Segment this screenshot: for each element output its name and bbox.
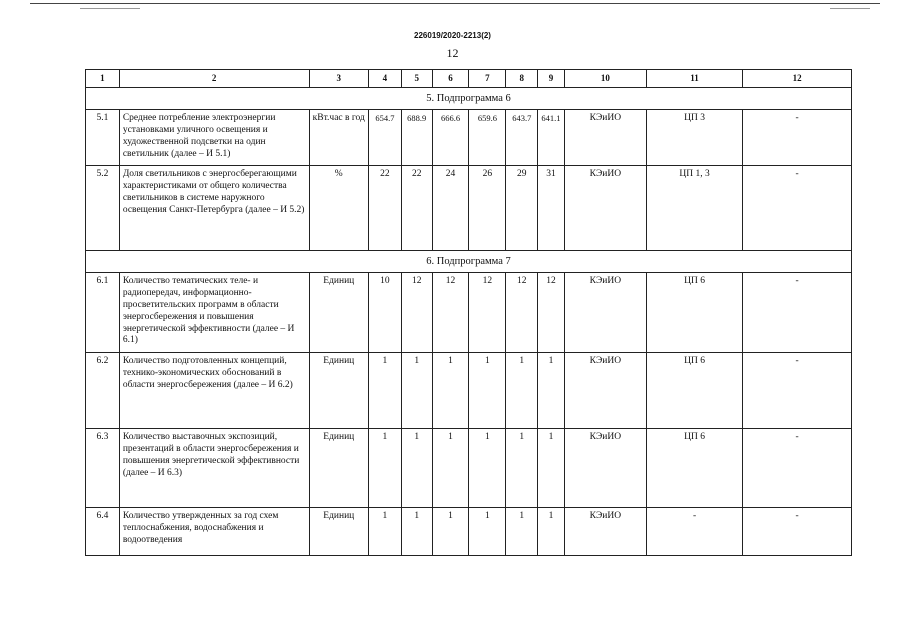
indicator-year-value: 643.7 [506, 110, 538, 166]
indicator-number: 6.2 [86, 353, 120, 429]
indicator-number: 5.1 [86, 110, 120, 166]
indicator-year-value: 22 [401, 166, 432, 251]
indicator-year-value: 1 [538, 508, 565, 556]
scan-artifact-line [80, 8, 140, 9]
indicator-year-value: 1 [432, 353, 469, 429]
document-id: 226019/2020-2213(2) [414, 31, 491, 40]
indicator-number: 6.3 [86, 429, 120, 508]
column-header: 6 [432, 70, 469, 88]
indicator-year-value: 29 [506, 166, 538, 251]
table-row [86, 353, 852, 429]
indicator-description: Количество выставочных экспозиций, презентаций в области энергосбережения и повышения энергетической эффективности (далее – И 6.3) [119, 429, 309, 508]
indicator-year-value: 1 [432, 429, 469, 508]
indicators-table [85, 69, 852, 556]
responsible-body: КЭиИО [564, 166, 646, 251]
indicator-year-value: 1 [538, 429, 565, 508]
remarks-cell: - [743, 429, 852, 508]
table-row [86, 166, 852, 251]
indicator-year-value: 659.6 [469, 110, 506, 166]
target-reference: - [646, 508, 742, 556]
responsible-body: КЭиИО [564, 273, 646, 353]
remarks-cell: - [743, 508, 852, 556]
indicator-year-value: 1 [538, 353, 565, 429]
indicator-unit: Единиц [309, 508, 368, 556]
table-row [86, 273, 852, 353]
indicator-year-value: 666.6 [432, 110, 469, 166]
target-reference: ЦП 6 [646, 353, 742, 429]
indicator-year-value: 1 [432, 508, 469, 556]
column-header: 7 [469, 70, 506, 88]
scan-artifact-line [830, 8, 870, 9]
indicator-year-value: 12 [469, 273, 506, 353]
column-header: 8 [506, 70, 538, 88]
column-header: 12 [743, 70, 852, 88]
column-header: 1 [86, 70, 120, 88]
indicator-description: Среднее потребление электроэнергии установками уличного освещения и художественной подсветки на один светильник (далее – И 5.1) [119, 110, 309, 166]
indicator-year-value: 1 [469, 429, 506, 508]
indicator-year-value: 1 [401, 353, 432, 429]
indicator-number: 6.4 [86, 508, 120, 556]
indicator-year-value: 1 [369, 353, 402, 429]
indicator-number: 5.2 [86, 166, 120, 251]
section-title: 6. Подпрограмма 7 [86, 251, 852, 273]
indicator-year-value: 26 [469, 166, 506, 251]
table-row [86, 429, 852, 508]
target-reference: ЦП 6 [646, 273, 742, 353]
column-header: 5 [401, 70, 432, 88]
indicator-description: Количество подготовленных концепций, технико-экономических обоснований в области энергосбережения (далее – И 6.2) [119, 353, 309, 429]
page-number: 12 [446, 46, 459, 60]
responsible-body: КЭиИО [564, 508, 646, 556]
remarks-cell: - [743, 353, 852, 429]
indicator-number: 6.1 [86, 273, 120, 353]
section-title: 5. Подпрограмма 6 [86, 88, 852, 110]
remarks-cell: - [743, 110, 852, 166]
section-header-row [86, 88, 852, 110]
indicator-unit: Единиц [309, 429, 368, 508]
column-header: 10 [564, 70, 646, 88]
indicator-unit: Единиц [309, 273, 368, 353]
responsible-body: КЭиИО [564, 353, 646, 429]
indicator-year-value: 641.1 [538, 110, 565, 166]
scan-artifact-line [30, 3, 880, 4]
responsible-body: КЭиИО [564, 429, 646, 508]
indicator-year-value: 22 [369, 166, 402, 251]
indicator-year-value: 31 [538, 166, 565, 251]
target-reference: ЦП 3 [646, 110, 742, 166]
indicator-unit: кВт.час в год [309, 110, 368, 166]
indicator-year-value: 12 [538, 273, 565, 353]
column-header: 2 [119, 70, 309, 88]
remarks-cell: - [743, 166, 852, 251]
table-header-row [86, 70, 852, 88]
column-header: 9 [538, 70, 565, 88]
target-reference: ЦП 1, 3 [646, 166, 742, 251]
column-header: 3 [309, 70, 368, 88]
indicator-year-value: 654.7 [369, 110, 402, 166]
indicator-year-value: 10 [369, 273, 402, 353]
indicator-unit: % [309, 166, 368, 251]
indicator-year-value: 1 [369, 429, 402, 508]
indicator-description: Количество утвержденных за год схем теплоснабжения, водоснабжения и водоотведения [119, 508, 309, 556]
indicator-year-value: 1 [506, 429, 538, 508]
indicator-year-value: 1 [506, 508, 538, 556]
section-header-row [86, 251, 852, 273]
indicator-year-value: 1 [469, 353, 506, 429]
indicator-year-value: 1 [469, 508, 506, 556]
indicator-year-value: 688.9 [401, 110, 432, 166]
table-row [86, 508, 852, 556]
indicator-year-value: 12 [401, 273, 432, 353]
column-header: 4 [369, 70, 402, 88]
indicator-year-value: 24 [432, 166, 469, 251]
indicator-year-value: 1 [401, 508, 432, 556]
indicator-year-value: 1 [369, 508, 402, 556]
indicator-description: Доля светильников с энергосберегающими характеристиками от общего количества светильников в системе наружного освещения Санкт-Петербурга (далее – И 5.2) [119, 166, 309, 251]
indicator-year-value: 12 [506, 273, 538, 353]
column-header: 11 [646, 70, 742, 88]
indicator-year-value: 12 [432, 273, 469, 353]
indicator-unit: Единиц [309, 353, 368, 429]
indicator-year-value: 1 [506, 353, 538, 429]
responsible-body: КЭиИО [564, 110, 646, 166]
table-row [86, 110, 852, 166]
indicator-year-value: 1 [401, 429, 432, 508]
indicator-description: Количество тематических теле- и радиопередач, информационно-просветительских программ в области энергосбережения и повышения энергетической эффективности (далее – И 6.1) [119, 273, 309, 353]
target-reference: ЦП 6 [646, 429, 742, 508]
remarks-cell: - [743, 273, 852, 353]
